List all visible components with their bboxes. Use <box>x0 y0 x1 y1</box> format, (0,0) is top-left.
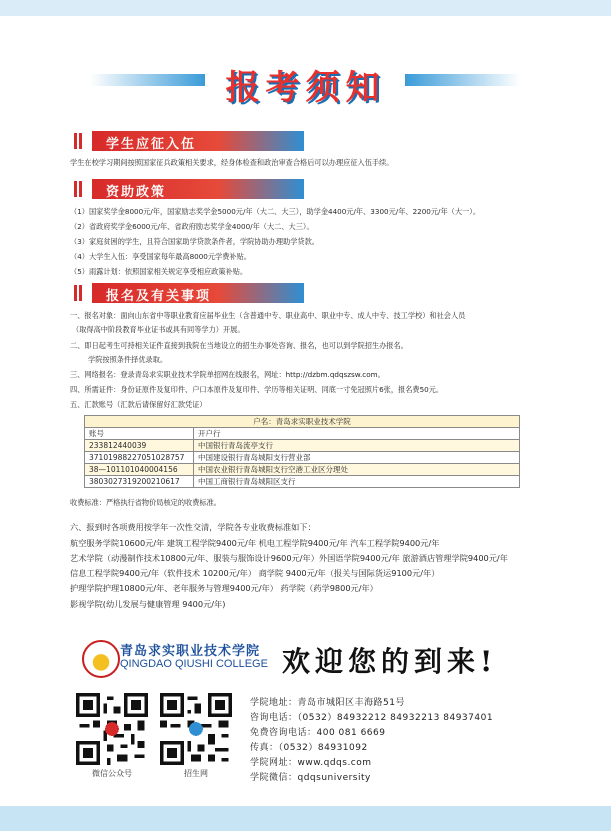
section-header-registration <box>74 283 304 303</box>
registration-item: 学院按照条件择优录取。 <box>88 355 168 364</box>
account-number: 37101988227051028757 <box>85 452 194 464</box>
fee-line: 护理学院护理10800元/年、老年服务与管理9400元/年） 药学院（药学9800元/年） <box>70 583 378 593</box>
contact-phone: 咨询电话：（0532）84932212 84932213 84937401 <box>250 713 494 723</box>
fee-note: 收费标准：严格执行省物价局核定的收费标准。 <box>70 498 221 507</box>
section-bars-icon <box>74 285 86 301</box>
enlistment-text: 学生在校学习期间按照国家征兵政策相关要求，经身体检查和政治审查合格后可以办理应征入伍手续。 <box>70 158 394 167</box>
bank-name: 中国工商银行青岛城阳区支行 <box>194 476 520 488</box>
welcome-slogan: 欢迎您的到来! <box>282 645 498 678</box>
college-name-cn: 青岛求实职业技术学院 <box>120 644 261 659</box>
fee-line: 信息工程学院9400元/年（软件技术 10200元/年） 商学院 9400元/年（报关与国际货运9100元/年） <box>70 568 440 578</box>
bank-name: 中国建设银行青岛城阳支行营业部 <box>194 452 520 464</box>
registration-item: 五、汇款账号（汇款后请保留好汇款凭证） <box>70 400 207 409</box>
registration-item: 一、报名对象：面向山东省中等职业教育应届毕业生（含普通中专、职业高中、职业中专、成人中专、技工学校）和社会人员 <box>70 311 466 320</box>
wechat-qr-code-icon <box>76 693 148 765</box>
bank-name: 中国农业银行青岛城阳支行空港工业区分理处 <box>194 464 520 476</box>
qr-caption: 招生网 <box>184 769 208 778</box>
section-title: 学生应征入伍 <box>106 137 197 152</box>
table-header-bank: 开户行 <box>194 428 520 440</box>
aid-item: （2）省政府奖学金6000元/年、省政府励志奖学金4000/年（大二、大三）。 <box>70 222 314 231</box>
aid-item: （3）家庭贫困的学生，且符合国家助学贷款条件者，学院协助办理助学贷款。 <box>70 237 319 246</box>
aid-item: （1）国家奖学金8000元/年，国家励志奖学金5000元/年（大二、大三），助学金4400元/年、3300元/年、2200元/年（大一）。 <box>70 207 481 216</box>
table-row <box>85 476 520 488</box>
enrollment-qr-code-icon <box>160 693 232 765</box>
account-number: 3803027319200210617 <box>85 476 194 488</box>
contact-fax: 传真：（0532）84931092 <box>250 743 368 753</box>
section-header-aid <box>74 179 304 199</box>
top-band <box>0 0 611 16</box>
qr-caption: 微信公众号 <box>92 769 132 778</box>
registration-item: 三、网络报名：登录青岛求实职业技术学院单招网在线报名，网址：http://dzbm.qdqszsw.com。 <box>70 370 385 379</box>
fee-line: 六、报到时各项费用按学年一次性交清，学院各专业收费标准如下： <box>70 522 316 532</box>
contact-wechat: 学院微信：qdqsuniversity <box>250 773 371 783</box>
contact-website: 学院网址：www.qdqs.com <box>250 758 372 768</box>
section-bars-icon <box>74 181 86 197</box>
contact-address: 学院地址：青岛市城阳区丰海路51号 <box>250 698 405 708</box>
fee-line: 航空服务学院10600元/年 建筑工程学院9400元/年 机电工程学院9400元/年 汽车工程学院9400元/年 <box>70 538 440 548</box>
bank-name: 中国银行青岛流亭支行 <box>194 440 520 452</box>
registration-item: 二、即日起考生可持相关证件直接到我院在当地设立的招生办事处咨询、报名，也可以到学院招生办报名。 <box>70 341 408 350</box>
page-title: 报考须知 <box>225 68 386 108</box>
fee-line: 艺术学院（动漫制作技术10800元/年、服装与服饰设计9600元/年）外国语学院9400元/年 旅游酒店管理学院9400元/年 <box>70 553 508 563</box>
table-row <box>85 452 520 464</box>
aid-item: （4）大学生入伍：享受国家每年最高8000元学费补贴。 <box>70 252 251 261</box>
fee-line: 影视学院(幼儿发展与健康管理 9400元/年) <box>70 599 226 609</box>
registration-item: （取得高中阶段教育毕业证书或具有同等学力）开展。 <box>72 325 245 334</box>
account-number: 38—101101040004156 <box>85 464 194 476</box>
table-row <box>85 440 520 452</box>
account-number: 233812440039 <box>85 440 194 452</box>
college-name-en: QINGDAO QIUSHI COLLEGE <box>120 658 268 670</box>
bottom-band <box>0 806 611 831</box>
bank-account-table <box>84 415 520 488</box>
aid-item: （5）雨露计划：依照国家相关规定享受相应政策补贴。 <box>70 267 248 276</box>
registration-item: 四、所需证件：身份证原件及复印件、户口本原件及复印件、学历等相关证明、同底一寸免冠照片6张，报名费50元。 <box>70 385 444 394</box>
section-header-enlistment <box>74 131 304 151</box>
section-bars-icon <box>74 133 86 149</box>
section-title: 报名及有关事项 <box>106 289 212 304</box>
section-title: 资助政策 <box>106 185 167 200</box>
contact-free-phone: 免费咨询电话：400 081 6669 <box>250 728 386 738</box>
table-header-account: 账号 <box>85 428 194 440</box>
account-name-cell: 户名：青岛求实职业技术学院 <box>85 416 520 428</box>
table-row <box>85 464 520 476</box>
college-emblem-icon <box>82 640 120 678</box>
